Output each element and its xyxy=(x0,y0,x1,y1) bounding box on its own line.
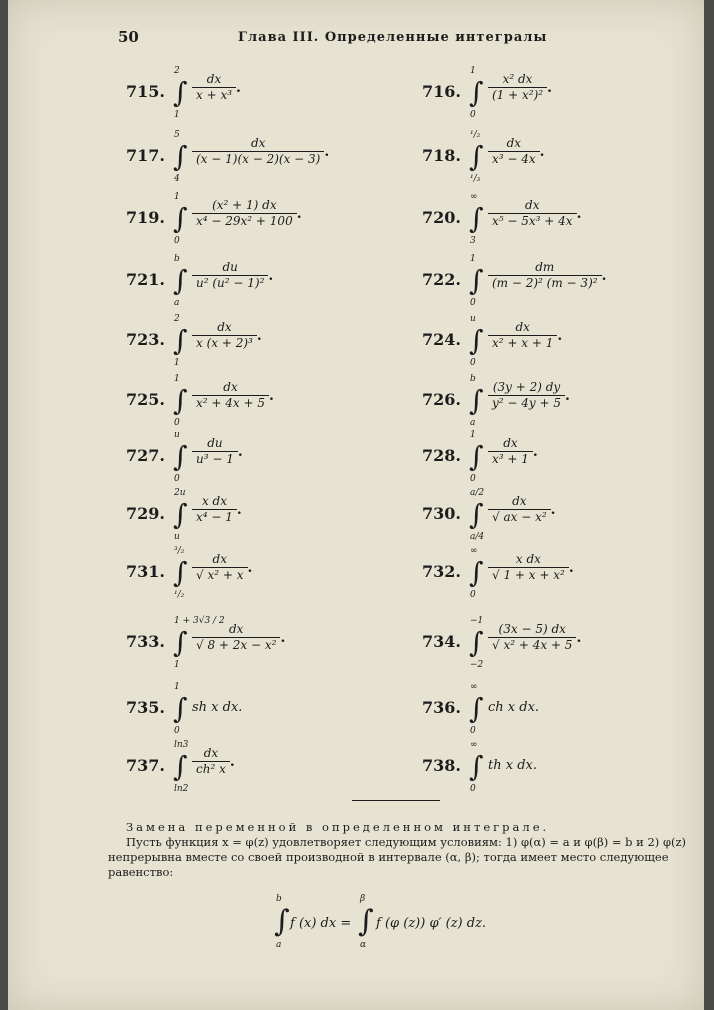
problem-number: 723. xyxy=(126,330,165,349)
upper-limit: ∞ xyxy=(470,682,478,692)
numerator: x dx xyxy=(201,494,227,508)
definite-integral xyxy=(170,314,192,370)
problem-item xyxy=(126,738,376,798)
problem-item xyxy=(126,544,376,604)
denominator: √ 8 + 2x − x² xyxy=(192,637,280,653)
lower-limit: a/4 xyxy=(470,532,485,542)
integrand xyxy=(192,320,262,351)
upper-limit: ³/₂ xyxy=(174,546,185,556)
problem-number: 724. xyxy=(422,330,461,349)
integrand xyxy=(192,552,252,583)
definite-integral xyxy=(466,66,488,122)
problem-item xyxy=(126,372,376,432)
lower-limit: ¹/₂ xyxy=(174,590,185,600)
terminal-period: . xyxy=(550,501,556,518)
right-upper-limit: β xyxy=(360,894,366,904)
terminal-period: . xyxy=(236,79,241,96)
denominator: x⁴ − 1 xyxy=(192,509,237,525)
terminal-period: . xyxy=(547,79,552,96)
right-lower-limit: α xyxy=(360,940,367,950)
terminal-period: . xyxy=(557,327,563,344)
integrand xyxy=(192,72,241,103)
integral-sign-icon: ∫ xyxy=(274,904,290,939)
definite-integral xyxy=(170,192,192,248)
lower-limit: a xyxy=(470,418,476,428)
numerator: (3y + 2) dy xyxy=(492,380,561,394)
problem-number: 715. xyxy=(126,82,165,101)
terminal-period: . xyxy=(576,629,582,646)
integral-sign-icon: ∫ xyxy=(173,324,188,357)
upper-limit: b xyxy=(174,254,180,264)
substitution-section xyxy=(108,820,698,880)
denominator: x (x + 2)³ xyxy=(192,335,257,351)
integral-sign-icon: ∫ xyxy=(173,140,188,173)
denominator: x² + x + 1 xyxy=(488,335,557,351)
lower-limit: 0 xyxy=(174,418,180,428)
integral-sign-icon: ∫ xyxy=(469,202,484,235)
numerator: (x² + 1) dx xyxy=(212,198,277,212)
integral-sign-icon: ∫ xyxy=(173,202,188,235)
left-expression: f (x) dx = xyxy=(290,916,352,931)
problem-item xyxy=(126,64,376,124)
terminal-period: . xyxy=(229,753,235,770)
upper-limit: 2 xyxy=(174,66,180,76)
denominator: ch² x xyxy=(192,761,230,777)
problem-number: 728. xyxy=(422,446,461,465)
definite-integral xyxy=(170,740,192,796)
integral-sign-icon: ∫ xyxy=(469,140,484,173)
problem-number: 738. xyxy=(422,756,461,775)
integrand xyxy=(488,136,545,167)
problem-number: 726. xyxy=(422,390,461,409)
integral-sign-icon: ∫ xyxy=(469,556,484,589)
integrand xyxy=(192,622,285,653)
upper-limit: 2u xyxy=(174,488,186,498)
terminal-period: . xyxy=(324,143,330,160)
terminal-period: . xyxy=(532,443,538,460)
definite-integral xyxy=(170,66,192,122)
integral-sign-icon: ∫ xyxy=(469,440,484,473)
definite-integral xyxy=(466,546,488,602)
lower-limit: 0 xyxy=(174,474,180,484)
right-integral xyxy=(356,894,376,950)
numerator: dx xyxy=(506,136,522,150)
integrand xyxy=(192,380,274,411)
denominator: u³ − 1 xyxy=(192,451,238,467)
problem-number: 716. xyxy=(422,82,461,101)
problem-item xyxy=(422,428,672,488)
integrand xyxy=(488,72,552,103)
problem-number: 731. xyxy=(126,562,165,581)
integrand: ch x dx. xyxy=(488,700,540,715)
section-title: Замена переменной в определенном интеграле. xyxy=(126,820,550,834)
integrand xyxy=(192,436,243,467)
problem-number: 718. xyxy=(422,146,461,165)
terminal-period: . xyxy=(247,559,253,576)
integral-sign-icon: ∫ xyxy=(173,498,188,531)
numerator: dx xyxy=(515,320,530,334)
problem-number: 720. xyxy=(422,208,461,227)
upper-limit: ¹/₂ xyxy=(470,130,481,140)
left-integral xyxy=(272,894,292,950)
integrand xyxy=(488,622,581,653)
upper-limit: ∞ xyxy=(470,740,478,750)
problem-number: 729. xyxy=(126,504,165,523)
upper-limit: −1 xyxy=(470,616,484,626)
denominator: (m − 2)² (m − 3)² xyxy=(488,275,602,291)
denominator: √ ax − x² xyxy=(488,509,551,525)
upper-limit: 1 xyxy=(174,682,180,692)
integrand xyxy=(192,260,273,291)
lower-limit: ln2 xyxy=(174,784,189,794)
problem-number: 737. xyxy=(126,756,165,775)
problem-item xyxy=(126,312,376,372)
definite-integral xyxy=(466,314,488,370)
denominator: x + x³ xyxy=(192,87,236,103)
definite-integral xyxy=(170,616,225,672)
problem-item xyxy=(422,614,672,674)
numerator: x² dx xyxy=(502,72,533,86)
lower-limit: 0 xyxy=(174,726,180,736)
section-body: Пусть функция x = φ(z) удовлетворяет следующим условиям: 1) φ(α) = a и φ(β) = b и 2) φ(z) непрерывна вместе со своей производной в интервале (α, β); тогда имеет место следующее равенство: xyxy=(108,835,687,879)
denominator: x⁵ − 5x³ + 4x xyxy=(488,213,577,229)
numerator: dx xyxy=(217,320,232,334)
terminal-period: . xyxy=(576,205,582,222)
integrand xyxy=(192,198,302,229)
integral-sign-icon: ∫ xyxy=(469,626,484,659)
integrand xyxy=(488,436,538,467)
integral-sign-icon: ∫ xyxy=(173,264,188,297)
lower-limit: −2 xyxy=(470,660,484,670)
definite-integral xyxy=(466,374,488,430)
upper-limit: a/2 xyxy=(470,488,485,498)
upper-limit: ∞ xyxy=(470,546,478,556)
definite-integral xyxy=(466,254,488,310)
problem-item xyxy=(126,128,376,188)
upper-limit: u xyxy=(470,314,476,324)
denominator: √ x² + 4x + 5 xyxy=(488,637,576,653)
numerator: dx xyxy=(203,746,219,760)
lower-limit: 1 xyxy=(174,110,180,120)
integral-sign-icon: ∫ xyxy=(469,264,484,297)
upper-limit: 1 xyxy=(470,430,476,440)
terminal-period: . xyxy=(568,559,574,576)
problem-item xyxy=(422,680,672,740)
definite-integral xyxy=(170,488,192,544)
upper-limit: 1 xyxy=(174,192,180,202)
problem-number: 732. xyxy=(422,562,461,581)
lower-limit: 0 xyxy=(470,298,476,308)
problem-item xyxy=(422,738,672,798)
problem-item xyxy=(422,486,672,546)
upper-limit: 2 xyxy=(174,314,180,324)
integral-sign-icon: ∫ xyxy=(358,904,374,939)
numerator: dx xyxy=(206,72,222,86)
definite-integral xyxy=(466,740,488,796)
lower-limit: 0 xyxy=(470,358,476,368)
upper-limit: 1 xyxy=(470,254,476,264)
numerator: dx xyxy=(223,380,238,394)
upper-limit: 1 xyxy=(174,374,180,384)
problem-item xyxy=(126,428,376,488)
definite-integral xyxy=(466,682,488,738)
definite-integral xyxy=(466,488,488,544)
problem-number: 717. xyxy=(126,146,165,165)
definite-integral xyxy=(466,430,488,486)
lower-limit: ¹/₃ xyxy=(470,174,481,184)
lower-limit: 0 xyxy=(470,474,476,484)
problem-number: 727. xyxy=(126,446,165,465)
problem-number: 734. xyxy=(422,632,461,651)
terminal-period: . xyxy=(601,267,607,284)
denominator: √ x² + x xyxy=(192,567,248,583)
integral-sign-icon: ∫ xyxy=(173,626,188,659)
definite-integral xyxy=(170,254,192,310)
denominator: √ 1 + x + x² xyxy=(488,567,569,583)
upper-limit: 1 + 3√3 / 2 xyxy=(174,616,225,626)
integral-sign-icon: ∫ xyxy=(469,76,484,109)
problem-number: 733. xyxy=(126,632,165,651)
denominator: (x − 1)(x − 2)(x − 3) xyxy=(192,151,324,167)
integrand xyxy=(192,746,235,777)
problem-item xyxy=(126,190,376,250)
terminal-period: . xyxy=(236,501,242,518)
problem-number: 725. xyxy=(126,390,165,409)
integrand: th x dx. xyxy=(488,758,537,773)
integral-sign-icon: ∫ xyxy=(173,692,188,725)
numerator: x dx xyxy=(515,552,541,566)
lower-limit: 0 xyxy=(470,726,476,736)
lower-limit: 0 xyxy=(174,236,180,246)
integral-sign-icon: ∫ xyxy=(173,384,188,417)
problem-item xyxy=(126,680,376,740)
problem-item xyxy=(422,128,672,188)
problem-item xyxy=(422,252,672,312)
definite-integral xyxy=(170,430,192,486)
numerator: du xyxy=(207,436,223,450)
page-number: 50 xyxy=(118,28,139,46)
chapter-title: Глава III. Определенные интегралы xyxy=(238,30,548,45)
right-expression: f (φ (z)) φ′ (z) dz. xyxy=(376,916,487,931)
definite-integral xyxy=(170,546,192,602)
integrand xyxy=(488,320,562,351)
numerator: dx xyxy=(525,198,540,212)
numerator: dx xyxy=(503,436,518,450)
integral-sign-icon: ∫ xyxy=(173,750,188,783)
problem-item xyxy=(126,486,376,546)
denominator: (1 + x²)² xyxy=(488,87,547,103)
problem-number: 719. xyxy=(126,208,165,227)
integrand xyxy=(488,494,556,525)
problem-item xyxy=(422,312,672,372)
integrand xyxy=(488,380,570,411)
definite-integral xyxy=(170,130,192,186)
left-upper-limit: b xyxy=(276,894,282,904)
numerator: dx xyxy=(229,622,244,636)
problem-item xyxy=(422,64,672,124)
integrand xyxy=(488,260,606,291)
terminal-period: . xyxy=(296,205,302,222)
upper-limit: 1 xyxy=(470,66,476,76)
denominator: x³ − 4x xyxy=(488,151,540,167)
definite-integral xyxy=(170,682,192,738)
problem-number: 730. xyxy=(422,504,461,523)
denominator: u² (u² − 1)² xyxy=(192,275,268,291)
problem-number: 736. xyxy=(422,698,461,717)
definite-integral xyxy=(466,130,488,186)
section-divider xyxy=(352,800,440,801)
integrand: sh x dx. xyxy=(192,700,243,715)
terminal-period: . xyxy=(256,327,262,344)
upper-limit: b xyxy=(470,374,476,384)
problem-item xyxy=(422,190,672,250)
integral-sign-icon: ∫ xyxy=(173,556,188,589)
terminal-period: . xyxy=(539,143,545,160)
integrand xyxy=(192,136,329,167)
numerator: du xyxy=(222,260,238,274)
upper-limit: u xyxy=(174,430,180,440)
lower-limit: a xyxy=(174,298,180,308)
lower-limit: u xyxy=(174,532,180,542)
lower-limit: 1 xyxy=(174,358,180,368)
numerator: (3x − 5) dx xyxy=(498,622,566,636)
running-header xyxy=(8,28,704,52)
upper-limit: ∞ xyxy=(470,192,478,202)
denominator: x² + 4x + 5 xyxy=(192,395,269,411)
integral-sign-icon: ∫ xyxy=(469,692,484,725)
definite-integral xyxy=(170,374,192,430)
integral-sign-icon: ∫ xyxy=(173,440,188,473)
problem-item xyxy=(126,252,376,312)
lower-limit: 1 xyxy=(174,660,180,670)
problem-number: 721. xyxy=(126,270,165,289)
lower-limit: 4 xyxy=(174,174,180,184)
terminal-period: . xyxy=(268,387,274,404)
problem-number: 735. xyxy=(126,698,165,717)
numerator: dm xyxy=(535,260,555,274)
lower-limit: 0 xyxy=(470,784,476,794)
terminal-period: . xyxy=(565,387,570,404)
integral-sign-icon: ∫ xyxy=(173,76,188,109)
upper-limit: 5 xyxy=(174,130,180,140)
terminal-period: . xyxy=(237,443,243,460)
upper-limit: ln3 xyxy=(174,740,189,750)
definite-integral xyxy=(466,616,488,672)
numerator: dx xyxy=(212,552,227,566)
problem-number: 722. xyxy=(422,270,461,289)
substitution-formula xyxy=(258,894,578,954)
integral-sign-icon: ∫ xyxy=(469,384,484,417)
integral-sign-icon: ∫ xyxy=(469,750,484,783)
problem-item xyxy=(126,614,376,674)
integrand xyxy=(488,552,574,583)
integrand xyxy=(488,198,581,229)
problem-item xyxy=(422,372,672,432)
integral-sign-icon: ∫ xyxy=(469,324,484,357)
terminal-period: . xyxy=(280,629,286,646)
integral-sign-icon: ∫ xyxy=(469,498,484,531)
denominator: x⁴ − 29x² + 100 xyxy=(192,213,297,229)
numerator: dx xyxy=(512,494,527,508)
numerator: dx xyxy=(250,136,266,150)
lower-limit: 0 xyxy=(470,590,476,600)
problem-item xyxy=(422,544,672,604)
lower-limit: 3 xyxy=(470,236,476,246)
denominator: y² − 4y + 5 xyxy=(488,395,565,411)
terminal-period: . xyxy=(268,267,274,284)
denominator: x³ + 1 xyxy=(488,451,533,467)
book-page xyxy=(8,0,704,1010)
left-lower-limit: a xyxy=(276,940,282,950)
lower-limit: 0 xyxy=(470,110,476,120)
definite-integral xyxy=(466,192,488,248)
integrand xyxy=(192,494,242,525)
